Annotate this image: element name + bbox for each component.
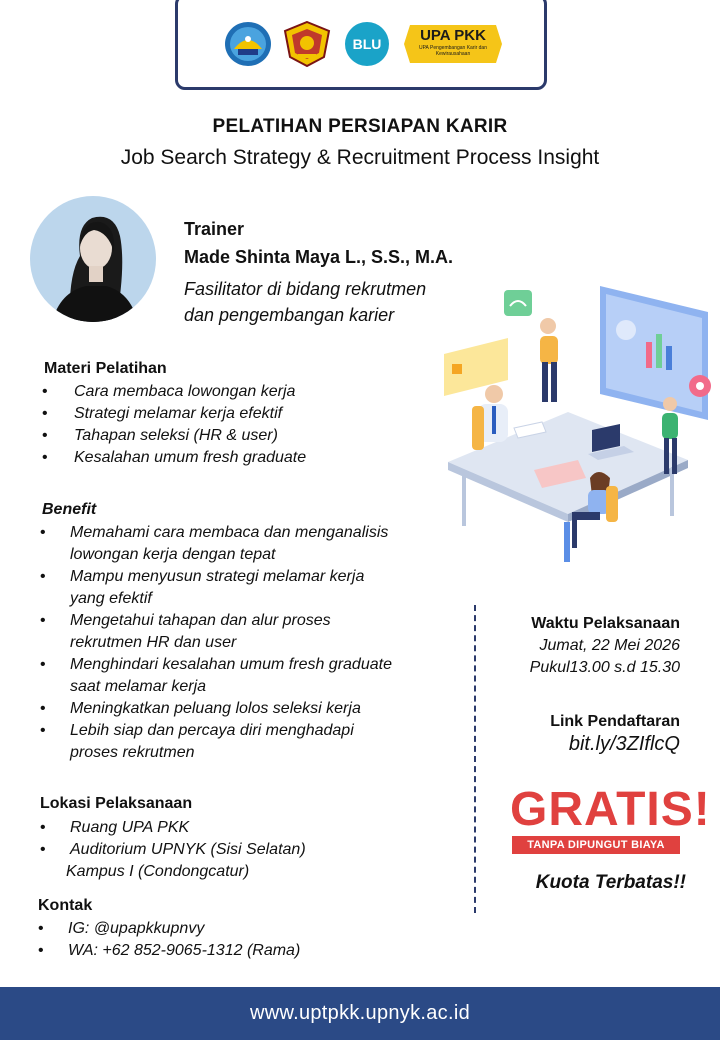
kontak-heading: Kontak xyxy=(38,897,93,914)
svg-text:BLU: BLU xyxy=(352,36,382,52)
list-item-line: • Mampu menyusun strategi melamar kerja xyxy=(70,568,365,585)
registration-link[interactable]: bit.ly/3ZIflcQ xyxy=(568,733,680,755)
materi-list xyxy=(42,381,306,469)
list-item xyxy=(40,610,460,654)
trainer-name: Made Shinta Maya L., S.S., M.A. xyxy=(184,247,454,267)
list-item xyxy=(40,720,460,764)
upa-pkk-logo-subtext: UPA Pengembangan Karir dan Kewirausahaan xyxy=(418,45,487,57)
kontak-list xyxy=(38,918,300,962)
list-item xyxy=(40,698,460,720)
logo-header-box xyxy=(175,0,547,90)
list-item-line: proses rekrutmen xyxy=(70,744,195,761)
list-item-line: • Lebih siap dan percaya diri menghadapi xyxy=(70,722,354,739)
list-item-line: • Menghindari kesalahan umum fresh graduate xyxy=(70,656,392,673)
waktu-heading: Waktu Pelaksanaan xyxy=(531,615,680,632)
benefit-heading: Benefit xyxy=(42,501,97,518)
list-item: • Kesalahan umum fresh graduate xyxy=(42,447,306,469)
page-subtitle: Job Search Strategy & Recruitment Process Insight xyxy=(120,146,600,169)
waktu-block xyxy=(530,615,680,679)
gratis-band: TANPA DIPUNGUT BIAYA xyxy=(512,836,680,854)
recruitment-illustration xyxy=(438,282,720,570)
list-item xyxy=(40,654,460,698)
benefit-list xyxy=(40,522,460,764)
list-item: • Cara membaca lowongan kerja xyxy=(42,381,306,403)
list-item-line: • Memahami cara membaca dan menganalisis xyxy=(70,524,389,541)
upnyk-logo xyxy=(282,21,332,67)
list-item xyxy=(40,566,460,610)
lokasi-list xyxy=(40,817,306,861)
list-item-line: • Mengetahui tahapan dan alur proses xyxy=(70,612,331,629)
list-item-line: rekrutmen HR dan user xyxy=(70,634,237,651)
page-title: PELATIHAN PERSIAPAN KARIR xyxy=(212,116,508,137)
list-item: • Ruang UPA PKK xyxy=(40,817,306,839)
trainer-label: Trainer xyxy=(184,219,245,239)
upa-pkk-logo xyxy=(402,23,504,65)
list-item: • Auditorium UPNYK (Sisi Selatan) xyxy=(40,839,306,861)
list-item-line: saat melamar kerja xyxy=(70,678,207,695)
trainer-avatar xyxy=(30,196,156,322)
blu-logo xyxy=(343,21,391,67)
list-item: • IG: @upapkkupnvy xyxy=(38,918,300,940)
pendaftaran-block xyxy=(550,713,680,756)
column-divider xyxy=(474,605,476,913)
lokasi-extra: Kampus I (Condongcatur) xyxy=(66,863,250,880)
kuota-text: Kuota Terbatas!! xyxy=(535,872,686,893)
footer-website[interactable]: www.uptpkk.upnyk.ac.id xyxy=(0,987,720,1040)
list-item xyxy=(40,522,460,566)
waktu-date: Jumat, 22 Mei 2026 xyxy=(539,637,680,654)
list-item-line: • Meningkatkan peluang lolos seleksi kerja xyxy=(70,700,361,717)
materi-heading: Materi Pelatihan xyxy=(44,360,167,377)
list-item: • WA: +62 852-9065-1312 (Rama) xyxy=(38,940,300,962)
gratis-badge xyxy=(510,783,711,858)
trainer-role-line: dan pengembangan karier xyxy=(184,305,395,325)
gratis-word: GRATIS! xyxy=(510,783,711,836)
list-item: • Tahapan seleksi (HR & user) xyxy=(42,425,306,447)
tut-wuri-handayani-logo xyxy=(224,21,272,67)
upa-pkk-logo-text: UPA PKK xyxy=(420,27,486,44)
waktu-time: Pukul13.00 s.d 15.30 xyxy=(529,659,680,676)
list-item: • Strategi melamar kerja efektif xyxy=(42,403,306,425)
pendaftaran-heading: Link Pendaftaran xyxy=(550,713,680,730)
list-item-line: lowongan kerja dengan tepat xyxy=(70,546,276,563)
trainer-role-line: Fasilitator di bidang rekrutmen xyxy=(184,279,427,299)
lokasi-heading: Lokasi Pelaksanaan xyxy=(40,795,193,812)
list-item-line: yang efektif xyxy=(70,590,152,607)
